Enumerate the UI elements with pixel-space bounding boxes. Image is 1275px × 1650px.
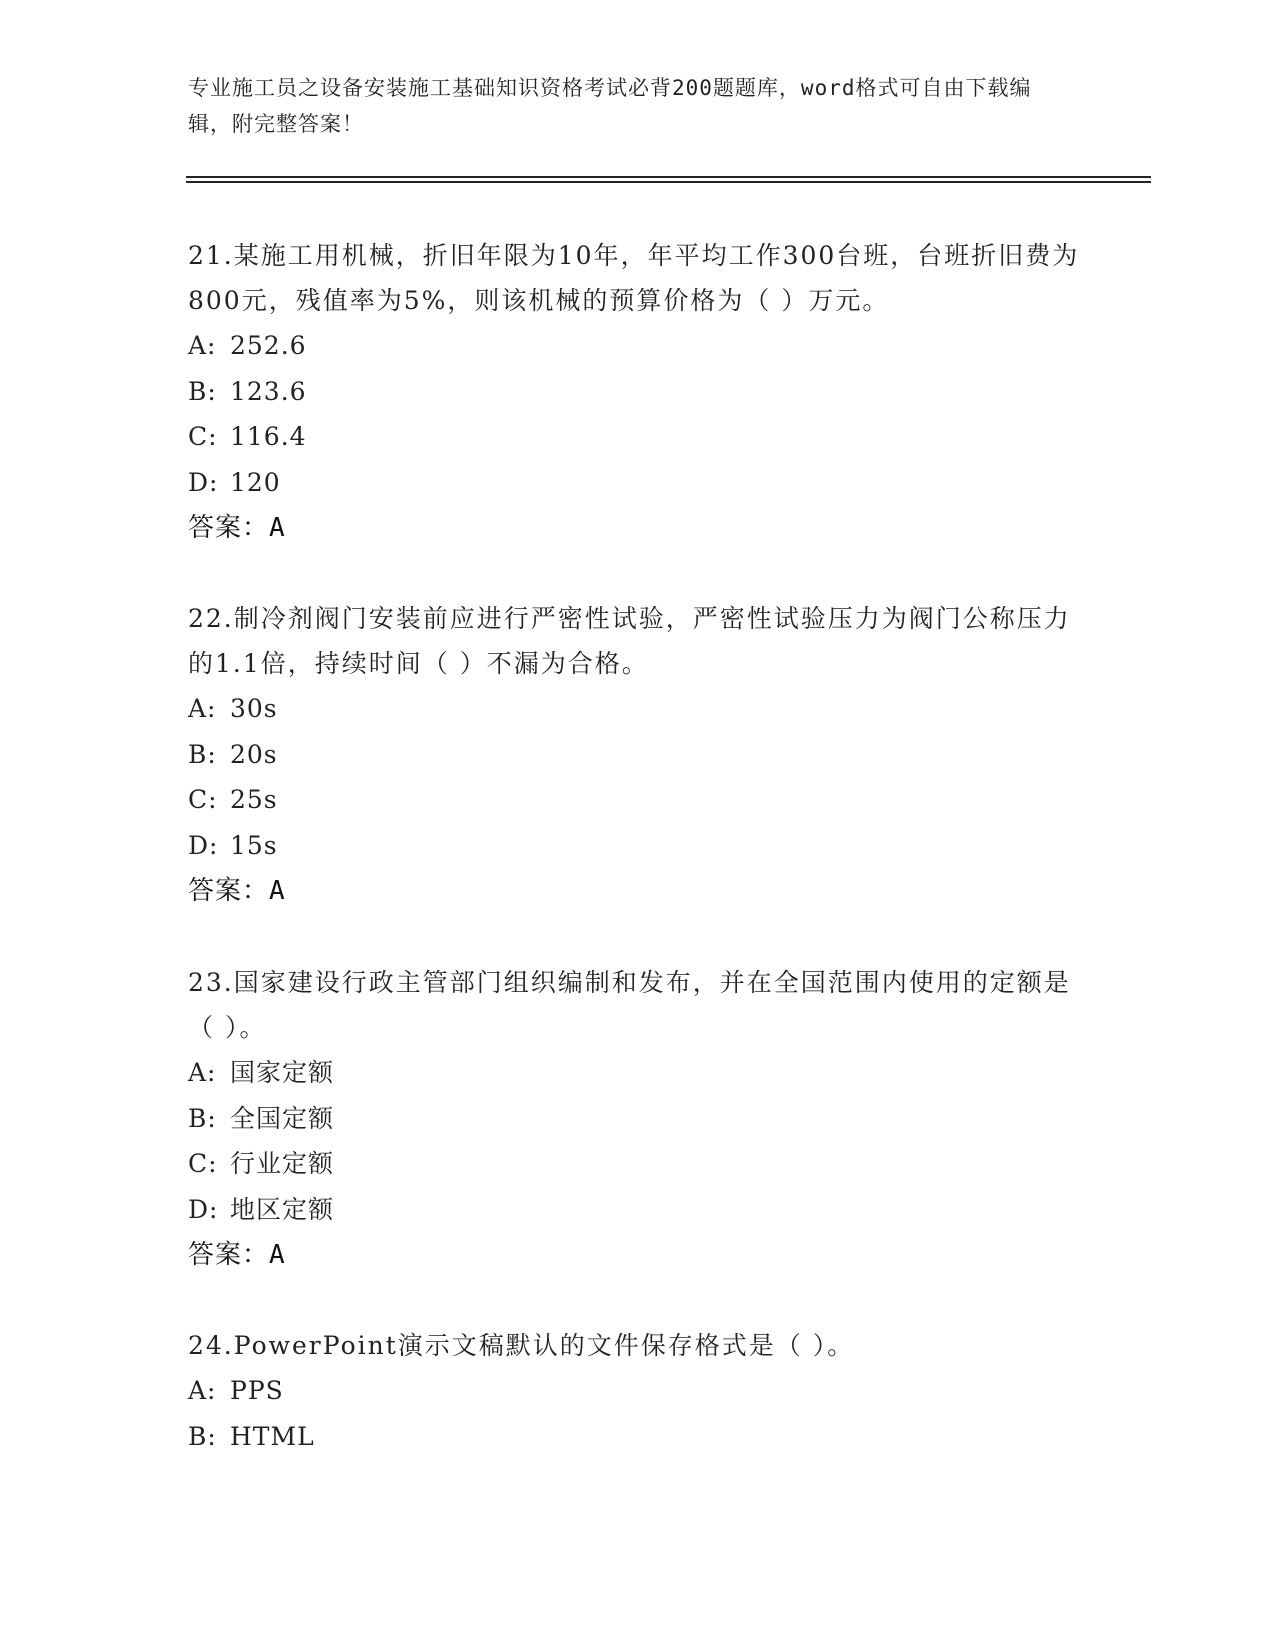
option-b [188,1414,1088,1460]
option-label: A: [188,1376,217,1405]
option-c [188,777,1088,823]
option-text: 地区定额 [230,1194,335,1224]
option-label: C: [188,1149,218,1178]
option-a [188,686,1088,732]
option-label: A: [188,331,217,360]
option-label: B: [188,1421,217,1451]
option-text: 252.6 [230,331,307,360]
option-label: B: [188,1103,217,1133]
answer-line: 答案：A [188,513,286,543]
answer-line: 答案：A [188,876,286,906]
option-d [188,460,1088,506]
option-label: C: [188,422,218,451]
option-text: 全国定额 [230,1103,335,1133]
option-label: D: [188,467,219,497]
option-text: PPS [230,1376,284,1405]
option-b [188,732,1088,778]
question-23 [188,960,1088,1278]
option-label: A: [188,1058,217,1087]
option-text: HTML [230,1421,315,1451]
option-label: C: [188,785,218,814]
option-text: 123.6 [230,376,307,406]
option-c [188,1141,1088,1187]
option-a [188,1050,1088,1096]
option-a [188,1368,1088,1414]
document-header-title: 专业施工员之设备安装施工基础知识资格考试必背200题题库，word格式可自由下载编辑，附完整答案！ [188,76,1032,136]
question-21 [188,233,1088,551]
option-text: 20s [230,739,278,769]
option-text: 120 [230,467,281,497]
option-d [188,823,1088,869]
question-stem: 22.制冷剂阀门安装前应进行严密性试验，严密性试验压力为阀门公称压力的1.1倍，持续时间（ ）不漏为合格。 [188,604,1071,678]
option-text: 116.4 [230,422,307,451]
option-a [188,323,1088,369]
question-stem: 21.某施工用机械，折旧年限为10年，年平均工作300台班，台班折旧费为800元，残值率为5%，则该机械的预算价格为（ ）万元。 [188,241,1080,315]
option-b [188,369,1088,415]
option-label: D: [188,1194,219,1224]
option-label: B: [188,739,217,769]
option-d [188,1187,1088,1233]
header-divider-line-double [186,181,1151,183]
option-text: 行业定额 [230,1149,335,1178]
option-text: 15s [230,830,278,860]
question-stem: 24.PowerPoint演示文稿默认的文件保存格式是（ ）。 [188,1331,855,1360]
option-label: D: [188,830,219,860]
option-text: 30s [230,694,278,723]
option-label: B: [188,376,217,406]
header-divider-line [186,176,1151,178]
answer-line: 答案：A [188,1240,286,1270]
option-b [188,1096,1088,1142]
question-22 [188,596,1088,914]
option-text: 国家定额 [230,1058,335,1087]
option-text: 25s [230,785,278,814]
option-c [188,414,1088,460]
option-label: A: [188,694,217,723]
question-24 [188,1323,1088,1459]
question-stem: 23.国家建设行政主管部门组织编制和发布，并在全国范围内使用的定额是（ ）。 [188,968,1071,1042]
